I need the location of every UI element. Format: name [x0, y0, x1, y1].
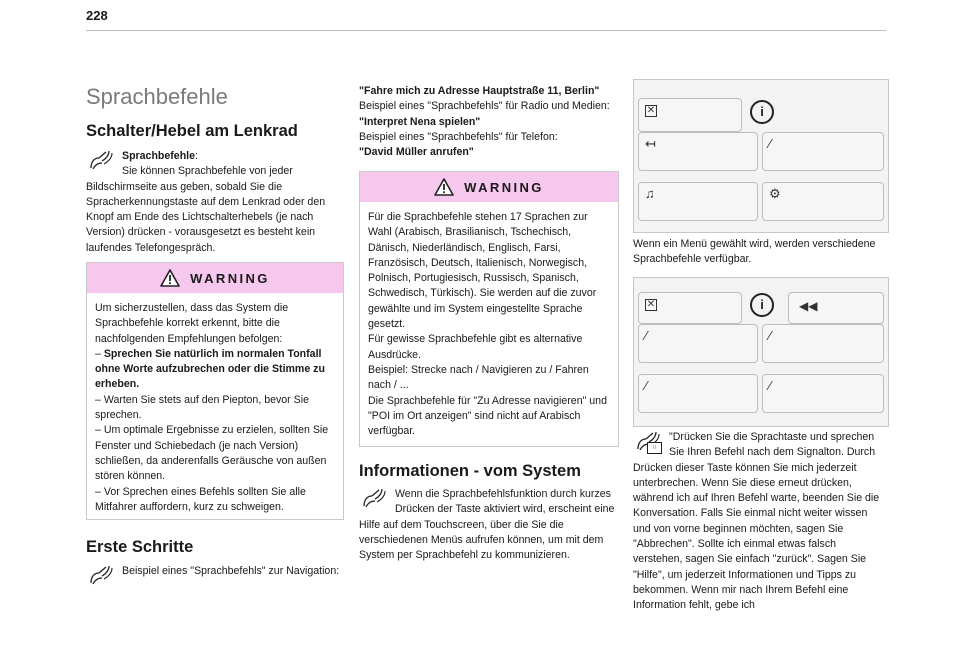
voice-command-icon — [88, 149, 116, 173]
warning-bullet-1 — [95, 347, 335, 393]
navigation-arrow-icon: ↤ — [645, 136, 656, 151]
arabic-note: Die Sprachbefehle für "Zu Adresse navigieren" und "POI im Ort anzeigen" sind nicht auf Arabisch verfügbar. — [368, 394, 607, 438]
warning-bullet-1-bold: Sprechen Sie natürlich im normalen Tonfall ohne Worte aufzubrechen oder die Stimme zu erheben. — [95, 347, 325, 391]
warning-triangle-icon — [160, 269, 180, 287]
system-speech-block — [633, 430, 887, 614]
warning-header — [360, 172, 618, 202]
voice-commands-label: Sprachbefehle — [122, 150, 196, 162]
info-icon[interactable]: i — [750, 100, 774, 124]
information-block — [359, 487, 617, 563]
first-steps-text: Beispiel eines "Sprachbefehls" zur Navigation: — [122, 565, 340, 577]
voice-command-icon — [88, 564, 116, 588]
warning-box-middle — [359, 171, 619, 447]
tile-command-4[interactable] — [762, 374, 884, 413]
example-label-phone: Beispiel eines "Sprachbefehls" für Telefon: — [359, 130, 558, 143]
warning-bullet-3: – Um optimale Ergebnisse zu erzielen, sollten Sie Fenster und Schiebedach (je nach Version) schließen, da anderenfalls Geräusche von außen stören können. — [95, 424, 329, 483]
warning-intro: Um sicherzustellen, dass das System die Sprachbefehle korrekt erkennt, bitte die nachfolgenden Empfehlungen befolgen: — [95, 302, 289, 345]
tile-settings[interactable] — [762, 182, 884, 221]
section-heading-steering: Schalter/Hebel am Lenkrad — [86, 122, 298, 140]
voice-command-icon — [635, 430, 663, 456]
voice-command-icon — [361, 487, 389, 511]
voice-commands-text: Sie können Sprachbefehle von jeder Bildschirmseite aus geben, sobald Sie die Spracherkennungstaste auf dem Lenkrad oder den Knopf am Ende des Lichtschalterhebels (je nach Version) drücken - vorausgesetzt es besteht kein laufendes Telefongespräch. — [86, 165, 326, 254]
steering-voice-block — [86, 149, 342, 256]
close-x-icon: ✕ — [646, 299, 656, 310]
warning-bullet-2: – Warten Sie stets auf den Piepton, bevor Sie sprechen. — [95, 393, 309, 422]
section-heading-information: Informationen - vom System — [359, 462, 581, 480]
example-label-radio: Beispiel eines "Sprachbefehls" für Radio und Medien: — [359, 100, 610, 113]
languages-text: Für die Sprachbefehle stehen 17 Sprachen zur Wahl (Arabisch, Brasilianisch, Tschechisch, Dänisch, Niederländisch, Englisch, Farsi, Französisch, Deutsch, Italienisch, Norwegisch, Polnisch, Portugiesisch, Russisch, Spanisch, Schwedisch, Türkisch). Sie werden auf die zuvor gewählte und im System eingestellte Sprache gesetzt. — [368, 211, 597, 331]
example-command-navigation: "Fahre mich zu Adresse Hauptstraße 11, Berlin" — [359, 85, 600, 97]
header-rule — [86, 30, 886, 31]
keypad-icon: ∷ — [647, 442, 662, 454]
example-command-phone: "David Müller anrufen" — [359, 146, 474, 159]
warning-bullet-4: – Vor Sprechen eines Befehls sollten Sie alle Mitfahrer auffordern, kurz zu schweigen. — [95, 485, 306, 513]
page-title: Sprachbefehle — [86, 84, 228, 109]
tile-command-2[interactable] — [762, 324, 884, 363]
settings-gear-icon: ⚙ — [769, 186, 781, 201]
warning-label: WARNING — [464, 179, 544, 195]
tile-close[interactable] — [638, 98, 742, 132]
voice-commands-colon: : — [195, 150, 198, 162]
warning-bullet-dash: – — [95, 347, 104, 360]
tile-command-1[interactable] — [638, 324, 758, 363]
section-heading-first-steps: Erste Schritte — [86, 538, 194, 556]
info-icon[interactable]: i — [750, 293, 774, 317]
example-command-radio: "Interpret Nena spielen" — [359, 115, 481, 128]
warning-header — [87, 263, 343, 293]
alternatives-text: Für gewisse Sprachbefehle gibt es alternative Ausdrücke. — [368, 333, 583, 361]
phone-icon: ∕ — [769, 328, 772, 343]
tile-close[interactable] — [638, 292, 742, 324]
examples-block — [359, 84, 617, 160]
menu-screen-main — [633, 79, 889, 233]
phone-icon: ∕ — [769, 378, 772, 393]
tile-command-3[interactable] — [638, 374, 758, 413]
warning-label: WARNING — [190, 270, 270, 286]
menu-caption: Wenn ein Menü gewählt wird, werden verschiedene Sprachbefehle verfügbar. — [633, 238, 876, 266]
music-note-icon: ♫ — [645, 186, 655, 201]
menu-screen-sub — [633, 277, 889, 427]
warning-box-left — [86, 262, 344, 520]
tile-navigation[interactable] — [638, 132, 758, 171]
phone-icon: ∕ — [645, 378, 648, 393]
warning-triangle-icon — [434, 178, 454, 196]
phone-icon: ∕ — [645, 328, 648, 343]
rewind-back-icon: ◀◀ — [799, 299, 818, 313]
close-x-icon: ✕ — [646, 105, 656, 116]
tile-phone[interactable] — [762, 132, 884, 171]
tile-back[interactable] — [788, 292, 884, 324]
system-speech-text: "Drücken Sie die Sprachtaste und sprechen Sie Ihren Befehl nach dem Signalton. Durch Drücken dieser Taste können Sie mich jederzeit unterbrechen. Wenn Sie diese erneut drücken, während ich auf Ihren Befehl warte, beenden Sie die Konversation. Falls Sie einmal nicht weiter wissen und von vorne beginnen möchten, sagen Sie "Abbrechen". Sollte ich einmal etwas falsch verstehen, sagen Sie einfach "zurück". Sagen Sie "Hilfe", um jederzeit Informationen und Tipps zu bekommen. Wenn mir nach Ihrem Befehl eine Information fehlt, gebe ich — [633, 431, 880, 612]
information-text: Wenn die Sprachbefehlsfunktion durch kurzes Drücken der Taste aktiviert wird, erscheint eine Hilfe auf dem Touchscreen, über die Sie die verschiedenen Menüs aufrufen können, um mit dem System per Sprachbefehl zu kommunizieren. — [359, 488, 615, 562]
phone-icon: ∕ — [769, 136, 772, 151]
page-number: 228 — [86, 8, 108, 23]
alternatives-example: Beispiel: Strecke nach / Navigieren zu / Fahren nach / ... — [368, 363, 589, 392]
first-steps-block — [86, 564, 342, 588]
tile-media[interactable] — [638, 182, 758, 221]
